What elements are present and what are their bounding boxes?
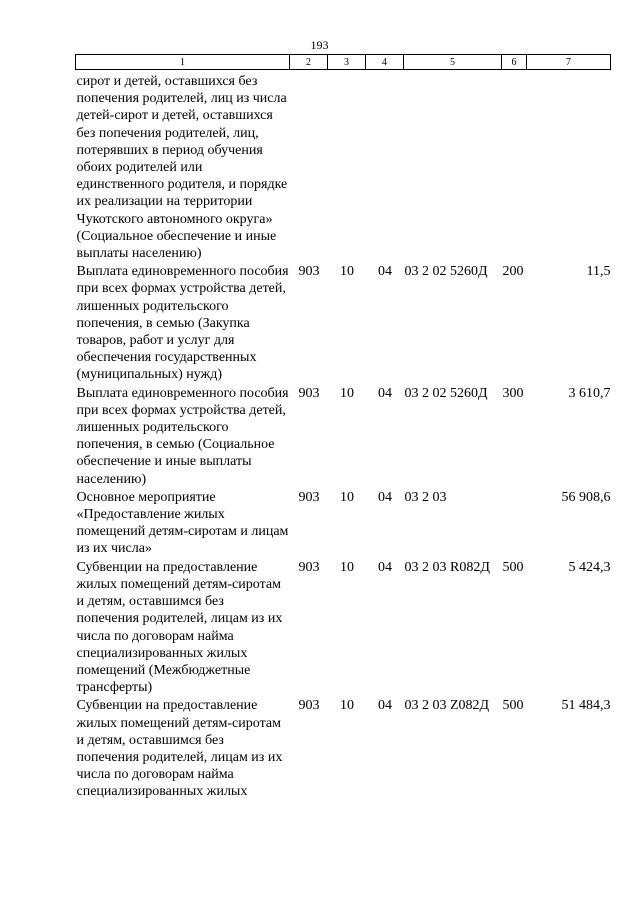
cell-col-6 xyxy=(502,70,527,264)
cell-col-3: 10 xyxy=(340,489,354,505)
cell-col-5: 03 2 03 xyxy=(404,489,447,505)
cell-col-5: 03 2 02 5260Д xyxy=(404,385,488,401)
cell-col-2: 903 xyxy=(298,264,320,280)
cell-col-3: 10 xyxy=(340,559,354,575)
header-row xyxy=(76,55,611,70)
table-row xyxy=(76,489,611,559)
page-number: 193 xyxy=(310,38,329,52)
header-col-1: 1 xyxy=(76,55,290,70)
cell-col-6: 500 xyxy=(502,559,524,575)
cell-col-5 xyxy=(404,70,502,264)
cell-col-4: 04 xyxy=(378,489,392,505)
cell-description: Субвенции на предоставление жилых помещений детям-сиротам и детям, оставшимся без попечения родителей, лицам из их числа по договорам найма специализированных жилых помещений (Межбюджетные трансферты) xyxy=(76,559,283,696)
table-row xyxy=(76,697,611,801)
cell-col-4: 04 xyxy=(378,385,392,401)
cell-col-3: 10 xyxy=(340,264,354,280)
table-row xyxy=(76,385,611,489)
cell-col-3 xyxy=(328,70,366,264)
cell-col-7: 56 908,6 xyxy=(561,489,611,505)
cell-description: Выплата единовременного пособия при всех формах устройства детей, лишенных родительского попечения, в семью (Социальное обеспечение и иные выплаты населению) xyxy=(76,385,289,487)
header-col-5: 5 xyxy=(404,55,502,70)
header-col-6: 6 xyxy=(502,55,527,70)
cell-col-7: 3 610,7 xyxy=(568,385,611,401)
cell-col-5: 03 2 02 5260Д xyxy=(404,264,488,280)
budget-table xyxy=(75,54,611,802)
cell-col-7 xyxy=(527,70,611,264)
cell-col-2: 903 xyxy=(298,489,320,505)
cell-description: сирот и детей, оставшихся без попечения родителей, лиц из числа детей-сирот и детей, оставшихся без попечения родителей, лиц, потерявших в период обучения обоих родителей или единственного родителя, и порядке их реализации на территории Чукотского автономного округа» (Социальное обеспечение и иные выплаты населению) xyxy=(76,74,288,262)
cell-col-4 xyxy=(366,70,404,264)
cell-col-7: 11,5 xyxy=(586,264,611,280)
cell-col-3: 10 xyxy=(340,698,354,714)
cell-col-5: 03 2 03 Z082Д xyxy=(404,698,490,714)
cell-col-4: 04 xyxy=(378,264,392,280)
cell-col-6: 300 xyxy=(502,385,524,401)
table-row xyxy=(76,263,611,384)
header-col-2: 2 xyxy=(290,55,328,70)
cell-description: Основное мероприятие «Предоставление жилых помещений детям-сиротам и лицам из их числа» xyxy=(76,489,289,557)
cell-col-6 xyxy=(502,489,527,559)
cell-col-5: 03 2 03 R082Д xyxy=(404,559,490,575)
header-col-7: 7 xyxy=(527,55,611,70)
cell-col-6: 200 xyxy=(502,264,524,280)
cell-description: Субвенции на предоставление жилых помещений детям-сиротам и детям, оставшимся без попечения родителей, лицам из их числа по договорам найма специализированных жилых xyxy=(76,698,283,800)
cell-col-7: 51 484,3 xyxy=(561,698,611,714)
cell-col-3: 10 xyxy=(340,385,354,401)
cell-col-2: 903 xyxy=(298,559,320,575)
cell-col-2: 903 xyxy=(298,698,320,714)
cell-description: Выплата единовременного пособия при всех формах устройства детей, лишенных родительского попечения, в семью (Закупка товаров, работ и услуг для обеспечения государственных (муниципальных) нужд) xyxy=(76,264,289,383)
cell-col-4: 04 xyxy=(378,698,392,714)
header-col-4: 4 xyxy=(366,55,404,70)
table-row xyxy=(76,559,611,698)
cell-col-6: 500 xyxy=(502,698,524,714)
cell-col-4: 04 xyxy=(378,559,392,575)
header-col-3: 3 xyxy=(328,55,366,70)
cell-col-2: 903 xyxy=(298,385,320,401)
cell-col-7: 5 424,3 xyxy=(568,559,611,575)
cell-col-2 xyxy=(290,70,328,264)
table-row xyxy=(76,70,611,264)
